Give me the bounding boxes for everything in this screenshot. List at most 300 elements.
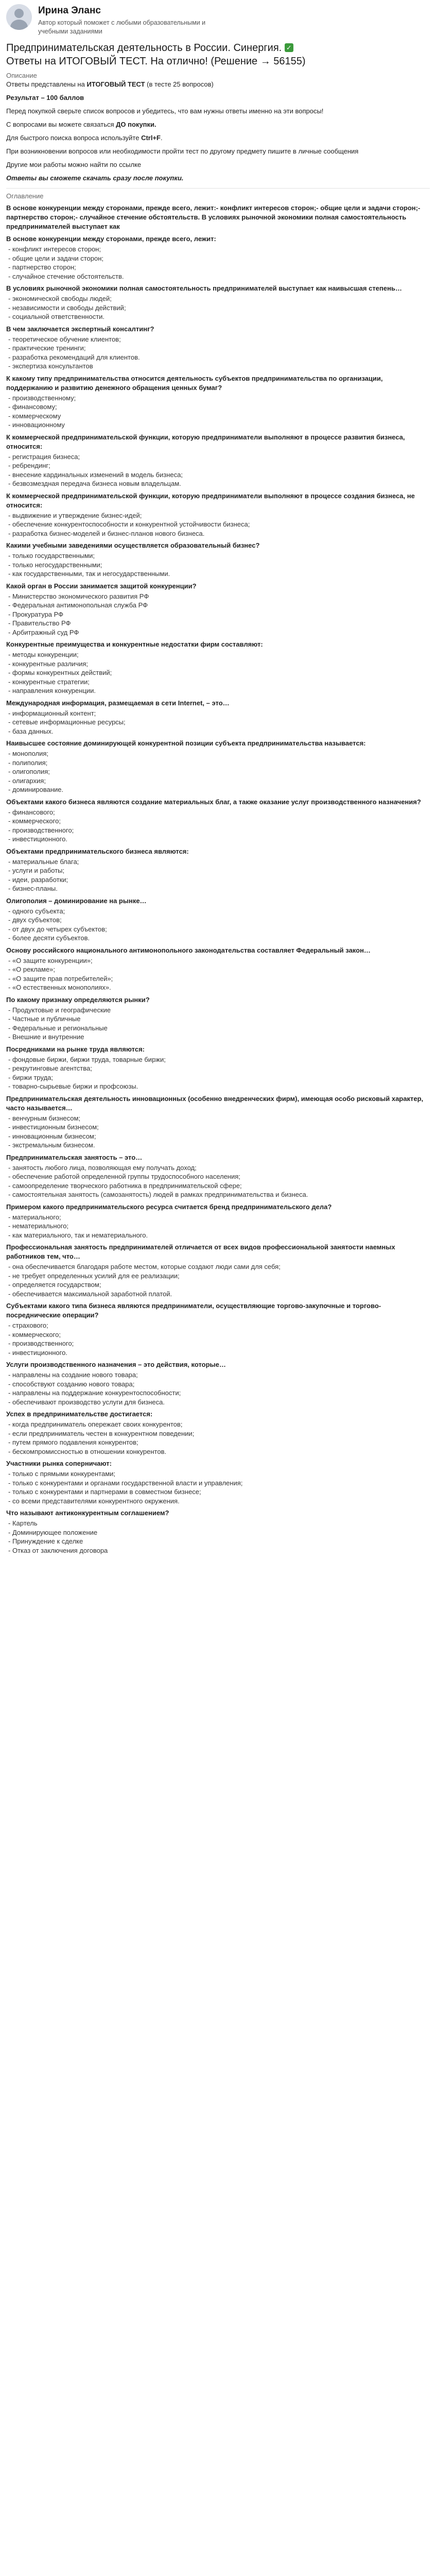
answer-option-text: Министерство экономического развития РФ <box>12 592 149 600</box>
question-block <box>6 582 430 637</box>
bullet-dash: - <box>8 1181 12 1190</box>
answer-option <box>6 303 430 313</box>
answer-option <box>6 835 430 844</box>
answer-option-text: Принуждение к сделке <box>12 1537 83 1545</box>
bullet-dash: - <box>8 835 12 843</box>
bullet-dash: - <box>8 601 12 609</box>
bullet-dash: - <box>8 718 12 726</box>
answer-option <box>6 659 430 669</box>
intro-questions-count <box>6 80 430 89</box>
answer-option-text: инвестиционного. <box>12 835 67 843</box>
question-block <box>6 847 430 893</box>
question-block <box>6 699 430 736</box>
answer-option <box>6 1546 430 1555</box>
answer-option <box>6 529 430 538</box>
answer-option-text: экспертиза консультантов <box>12 362 93 370</box>
answer-option <box>6 619 430 628</box>
bullet-dash: - <box>8 403 12 411</box>
answer-option <box>6 362 430 371</box>
answer-option <box>6 420 430 430</box>
answer-option <box>6 601 430 610</box>
answer-option-text: «О естественных монополиях». <box>12 984 111 991</box>
answer-option <box>6 312 430 321</box>
bullet-dash: - <box>8 1537 12 1545</box>
answer-option <box>6 1024 430 1033</box>
answer-option-text: независимости и свободы действий; <box>12 303 126 312</box>
answer-option <box>6 776 430 786</box>
question-block <box>6 1202 430 1240</box>
answer-option <box>6 245 430 254</box>
question-block <box>6 1410 430 1456</box>
title-text: Предпринимательская деятельность в России. Синергия. <box>6 42 282 54</box>
answer-option <box>6 826 430 835</box>
intro-suffix: (в тесте 25 вопросов) <box>145 80 214 88</box>
bullet-dash: - <box>8 677 12 686</box>
bullet-dash: - <box>8 1528 12 1536</box>
answer-option-text: бизнес-планы. <box>12 885 58 892</box>
answer-option <box>6 520 430 529</box>
answer-option <box>6 727 430 736</box>
answer-option-text: выдвижение и утверждение бизнес-идей; <box>12 511 142 519</box>
bullet-dash: - <box>8 452 12 461</box>
answer-option-text: общие цели и задачи сторон; <box>12 254 104 262</box>
answer-option-text: «О рекламе»; <box>12 965 56 973</box>
answer-option <box>6 1006 430 1015</box>
answer-option-text: не требует определенных усилий для ее реализации; <box>12 1272 180 1280</box>
bullet-dash: - <box>8 1488 12 1496</box>
author-info <box>38 4 208 36</box>
bullet-dash: - <box>8 570 12 578</box>
answer-option <box>6 758 430 768</box>
answer-option <box>6 956 430 965</box>
bullet-dash: - <box>8 1389 12 1397</box>
answer-option-text: партнерство сторон; <box>12 263 76 271</box>
question-block <box>6 1153 430 1199</box>
answer-option <box>6 884 430 893</box>
answer-option-text: как государственными, так и негосударственными. <box>12 570 170 578</box>
answer-option-text: Доминирующее положение <box>12 1528 98 1536</box>
question-text: В основе конкуренции между сторонами, прежде всего, лежит: <box>6 235 216 243</box>
bullet-dash: - <box>8 885 12 892</box>
answer-option <box>6 1348 430 1358</box>
answer-option-text: конкурентные различия; <box>12 659 89 668</box>
answer-option-text: обеспечение конкурентоспособности и конкурентной устойчивости бизнеса; <box>12 520 250 528</box>
answer-option <box>6 875 430 885</box>
question-text: Международная информация, размещаемая в сети Internet, – это… <box>6 699 230 707</box>
answer-option <box>6 709 430 718</box>
question-block <box>6 325 430 371</box>
answer-option <box>6 561 430 570</box>
question-block <box>6 1094 430 1150</box>
answer-option <box>6 1114 430 1123</box>
answer-option-text: если предприниматель честен в конкурентном поведении; <box>12 1429 195 1437</box>
bullet-dash: - <box>8 344 12 352</box>
answer-option-text: Прокуратура РФ <box>12 610 64 618</box>
question-text: Успех в предпринимательстве достигается: <box>6 1410 153 1418</box>
answer-option <box>6 1132 430 1141</box>
question-text: Какими учебными заведениями осуществляется образовательный бизнес? <box>6 541 260 549</box>
bullet-dash: - <box>8 776 12 785</box>
intro-contact <box>6 120 430 129</box>
answer-option-text: она обеспечивается благодаря работе местом, которые создают люди сами для себя; <box>12 1263 281 1270</box>
bullet-dash: - <box>8 669 12 676</box>
answer-option-text: материальные блага; <box>12 857 79 866</box>
answer-option <box>6 1290 430 1299</box>
bullet-dash: - <box>8 750 12 757</box>
question-block <box>6 946 430 992</box>
answer-option-text: одного субъекта; <box>12 907 65 915</box>
bullet-dash: - <box>8 520 12 528</box>
answer-option-text: сетевые информационные ресурсы; <box>12 718 126 726</box>
answer-option-text: разработка бизнес-моделей и бизнес-планов нового бизнеса. <box>12 529 205 537</box>
author-name[interactable]: Ирина Эланс <box>38 5 101 16</box>
answer-option-text: разработка рекомендаций для клиентов. <box>12 353 140 361</box>
question-block <box>6 1045 430 1091</box>
question-text: К какому типу предпринимательства относится деятельность субъектов предпринимательства по организации, поддержанию и развитию денежного обращения ценных бумаг? <box>6 374 383 392</box>
question-text: К коммерческой предпринимательской функции, которую предприниматели выполняют в процессе развития бизнеса, относится: <box>6 433 405 450</box>
answer-option-text: материального; <box>12 1213 61 1221</box>
answer-option-text: коммерческого; <box>12 817 61 825</box>
bullet-dash: - <box>8 1429 12 1437</box>
answer-option <box>6 1429 430 1438</box>
question-block <box>6 234 430 281</box>
answer-option <box>6 934 430 943</box>
answer-option <box>6 1537 430 1546</box>
question-block <box>6 1301 430 1357</box>
bullet-dash: - <box>8 1222 12 1230</box>
bullet-dash: - <box>8 295 12 302</box>
answer-option <box>6 866 430 875</box>
answer-option <box>6 785 430 794</box>
answer-option-text: внесение кардинальных изменений в модель бизнеса; <box>12 470 183 479</box>
answer-option-text: определяется государством; <box>12 1281 101 1289</box>
bullet-dash: - <box>8 1141 12 1149</box>
bullet-dash: - <box>8 1055 12 1063</box>
bullet-dash: - <box>8 1231 12 1239</box>
answer-option-text: «О защите прав потребителей»; <box>12 974 113 982</box>
answer-option-text: инновационным бизнесом; <box>12 1132 96 1140</box>
bullet-dash: - <box>8 974 12 982</box>
question-block <box>6 995 430 1042</box>
bullet-dash: - <box>8 984 12 991</box>
bullet-dash: - <box>8 1114 12 1122</box>
answer-option <box>6 1222 430 1231</box>
bullet-dash: - <box>8 552 12 560</box>
answer-option-text: случайное стечение обстоятельств. <box>12 272 124 280</box>
answer-option-text: коммерческого; <box>12 1330 61 1338</box>
bullet-dash: - <box>8 1033 12 1041</box>
bullet-dash: - <box>8 1163 12 1172</box>
answer-option-text: база данных. <box>12 727 54 735</box>
answer-option <box>6 1380 430 1389</box>
answer-option <box>6 1528 430 1537</box>
question-text: В чем заключается экспертный консалтинг? <box>6 325 154 333</box>
answer-option-text: конфликт интересов сторон; <box>12 245 101 253</box>
bullet-dash: - <box>8 1006 12 1014</box>
bullet-dash: - <box>8 1272 12 1280</box>
answer-option <box>6 1519 430 1528</box>
bullet-dash: - <box>8 768 12 775</box>
answer-option-text: бескомпромиссностью в отношении конкурентов. <box>12 1447 167 1455</box>
answer-option <box>6 1055 430 1064</box>
answer-option <box>6 254 430 263</box>
answer-option <box>6 470 430 480</box>
answer-option-text: производственного; <box>12 1340 74 1347</box>
bullet-dash: - <box>8 1024 12 1032</box>
answer-option <box>6 1064 430 1073</box>
question-block <box>6 541 430 579</box>
answer-option-text: со всеми представителями конкурентного окружения. <box>12 1497 180 1505</box>
intro-help: При возникновении вопросов или необходимости пройти тест по другому предмету пишите в личные сообщения <box>6 147 359 155</box>
page-title <box>6 41 430 68</box>
bullet-dash: - <box>8 1371 12 1379</box>
answer-option <box>6 677 430 687</box>
answer-option <box>6 1181 430 1191</box>
question-text: В основе конкуренции между сторонами, прежде всего, лежит:- конфликт интересов сторон;- общие цели и задачи сторон;- партнерство сторон;- случайное стечение обстоятельств. В условиях рыночной экономики полная самостоятельность предпринимателей выступает как <box>6 204 421 230</box>
bullet-dash: - <box>8 1082 12 1090</box>
author-description: Автор который поможет с любыми образовательными и учебными заданиями <box>38 19 206 35</box>
bullet-dash: - <box>8 1348 12 1357</box>
answer-option-text: идеи, разработки; <box>12 875 68 884</box>
answer-option-text: Внешние и внутренние <box>12 1033 84 1041</box>
answer-option-text: конкурентные стратегии; <box>12 677 90 686</box>
question-block <box>6 739 430 794</box>
bullet-dash: - <box>8 561 12 569</box>
answer-option <box>6 817 430 826</box>
answer-option-text: услуги и работы; <box>12 867 65 874</box>
answer-option <box>6 1447 430 1456</box>
bullet-dash: - <box>8 1321 12 1329</box>
bullet-dash: - <box>8 628 12 636</box>
answer-option-text: ребрендинг; <box>12 462 50 469</box>
answer-option <box>6 1420 430 1429</box>
answer-option-text: путем прямого подавления конкурентов; <box>12 1438 138 1446</box>
bullet-dash: - <box>8 353 12 361</box>
bullet-dash: - <box>8 651 12 658</box>
intro-search-suffix: . <box>160 134 163 142</box>
bullet-dash: - <box>8 956 12 964</box>
answer-option <box>6 1497 430 1506</box>
question-block <box>6 640 430 696</box>
answer-option-text: информационный контент; <box>12 709 96 717</box>
bullet-dash: - <box>8 394 12 402</box>
question-text: Что называют антиконкурентным соглашением? <box>6 1509 169 1517</box>
bullet-dash: - <box>8 758 12 767</box>
bullet-dash: - <box>8 1479 12 1487</box>
bullet-dash: - <box>8 470 12 479</box>
answer-option-text: финансовому; <box>12 403 57 411</box>
answer-option-text: самоопределение творческого работника в предпринимательской сфере; <box>12 1181 242 1190</box>
answer-option <box>6 1141 430 1150</box>
bullet-dash: - <box>8 1398 12 1406</box>
answer-option <box>6 1262 430 1272</box>
bullet-dash: - <box>8 907 12 915</box>
answer-option-text: как материального, так и нематериального. <box>12 1231 148 1239</box>
answer-option-text: методы конкуренции; <box>12 651 79 658</box>
bullet-dash: - <box>8 1073 12 1081</box>
question-text: Субъектами какого типа бизнеса являются предприниматели, осуществляющие торгово-закупочные и торгово-посреднические операции? <box>6 1302 381 1319</box>
question-text: В условиях рыночной экономики полная самостоятельность предпринимателей выступает как наивысшая степень… <box>6 284 402 292</box>
bullet-dash: - <box>8 1546 12 1554</box>
answer-option-text: двух субъектов; <box>12 916 62 924</box>
answer-option-text: производственного; <box>12 826 74 834</box>
question-text: Предпринимательская деятельность инновационных (особенно внедренческих фирм), имеющая особо рисковый характер, часто называется… <box>6 1094 424 1112</box>
answer-option-text: социальной ответственности. <box>12 313 105 320</box>
bullet-dash: - <box>8 1064 12 1072</box>
bullet-dash: - <box>8 934 12 942</box>
author-block <box>6 4 430 36</box>
answer-option-text: экономической свободы людей; <box>12 295 112 302</box>
answer-option-text: только негосударственными; <box>12 561 102 569</box>
bullet-dash: - <box>8 867 12 874</box>
question-text: Примером какого предпринимательского ресурса считается бренд предпринимательского дела? <box>6 1202 332 1211</box>
answer-option <box>6 402 430 412</box>
answer-option <box>6 263 430 272</box>
answer-option <box>6 1339 430 1348</box>
question-block <box>6 896 430 943</box>
answer-option <box>6 916 430 925</box>
question-text: Наивысшее состояние доминирующей конкурентной позиции субъекта предпринимательства называется: <box>6 739 366 747</box>
answer-option-text: биржи труда; <box>12 1073 53 1081</box>
answer-option <box>6 1469 430 1479</box>
answer-option-text: способствуют созданию нового товара; <box>12 1380 135 1388</box>
answer-option <box>6 1272 430 1281</box>
answer-option <box>6 344 430 353</box>
answer-option-text: направления конкуренции. <box>12 687 96 694</box>
bullet-dash: - <box>8 1340 12 1347</box>
bullet-dash: - <box>8 1290 12 1298</box>
bullet-dash: - <box>8 362 12 370</box>
bullet-dash: - <box>8 1447 12 1455</box>
toc-label: Оглавление <box>6 192 44 200</box>
answer-option-text: олигополия; <box>12 768 50 775</box>
answer-option-text: занятость любого лица, позволяющая ему получать доход; <box>12 1163 197 1172</box>
intro-other-works-link[interactable]: Другие мои работы можно найти по ссылке <box>6 161 142 168</box>
answer-option-text: коммерческому <box>12 412 61 420</box>
answer-option <box>6 1014 430 1024</box>
answer-option <box>6 749 430 758</box>
answer-option-text: монополия; <box>12 750 49 757</box>
bullet-dash: - <box>8 480 12 487</box>
divider <box>6 188 430 189</box>
answer-option-text: Правительство РФ <box>12 619 71 627</box>
bullet-dash: - <box>8 335 12 343</box>
answer-option <box>6 592 430 601</box>
answer-option <box>6 272 430 281</box>
answer-option <box>6 857 430 867</box>
answer-option <box>6 412 430 421</box>
answer-option-text: Федеральная антимонопольная служба РФ <box>12 601 148 609</box>
answer-option-text: Отказ от заключения договора <box>12 1546 108 1554</box>
description-label: Описание <box>6 72 37 79</box>
answer-option <box>6 965 430 974</box>
title-text-line2: Ответы на ИТОГОВЫЙ ТЕСТ. На отлично! (Решение → 56155) <box>6 56 306 67</box>
answer-option <box>6 767 430 776</box>
answer-option-text: только с прямыми конкурентами; <box>12 1470 116 1478</box>
answer-option-text: только с конкурентами и органами государственной власти и управления; <box>12 1479 243 1487</box>
answer-option-text: финансового; <box>12 808 55 816</box>
question-block <box>6 433 430 488</box>
answer-option-text: только с конкурентами и партнерами в совместном бизнесе; <box>12 1488 201 1496</box>
answer-option-text: безвозмездная передача бизнеса новым владельцам. <box>12 480 181 487</box>
bullet-dash: - <box>8 786 12 793</box>
answer-option-text: более десяти субъектов. <box>12 934 90 942</box>
check-mark-icon: ✓ <box>285 43 293 52</box>
answer-option <box>6 1082 430 1091</box>
answer-option-text: товарно-сырьевые биржи и профсоюзы. <box>12 1082 138 1090</box>
bullet-dash: - <box>8 1173 12 1180</box>
answer-option <box>6 569 430 579</box>
answer-option-text: направлены на поддержание конкурентоспособности; <box>12 1389 181 1397</box>
answer-option-text: инвестиционного. <box>12 1348 67 1357</box>
answer-option-text: от двух до четырех субъектов; <box>12 925 107 933</box>
bullet-dash: - <box>8 1497 12 1505</box>
bullet-dash: - <box>8 421 12 429</box>
bullet-dash: - <box>8 1470 12 1478</box>
bullet-dash: - <box>8 709 12 717</box>
bullet-dash: - <box>8 1380 12 1388</box>
answer-option <box>6 1321 430 1330</box>
questions-list <box>6 204 430 1555</box>
question-text: Участники рынка соперничают: <box>6 1460 112 1467</box>
answer-option-text: Федеральные и региональные <box>12 1024 108 1032</box>
answer-option <box>6 808 430 817</box>
answer-option <box>6 353 430 362</box>
answer-option <box>6 1123 430 1132</box>
bullet-dash: - <box>8 925 12 933</box>
answer-option-text: теоретическое обучение клиентов; <box>12 335 121 343</box>
bullet-dash: - <box>8 916 12 924</box>
bullet-dash: - <box>8 272 12 280</box>
answer-option-text: полиполия; <box>12 758 48 767</box>
question-text: Объектами какого бизнеса являются создание материальных благ, а также оказание услуг производственного назначения? <box>6 798 421 806</box>
avatar[interactable] <box>6 4 32 30</box>
bullet-dash: - <box>8 875 12 884</box>
answer-option <box>6 394 430 403</box>
answer-option-text: обеспечивается максимальной заработной платой. <box>12 1290 172 1298</box>
answer-option-text: «О защите конкуренции»; <box>12 956 93 964</box>
bullet-dash: - <box>8 727 12 735</box>
question-block <box>6 1360 430 1406</box>
answer-option <box>6 925 430 934</box>
bullet-dash: - <box>8 1213 12 1221</box>
answer-option-text: Арбитражный суд РФ <box>12 628 79 636</box>
answer-option-text: олигархия; <box>12 776 46 785</box>
bullet-dash: - <box>8 1263 12 1270</box>
intro-contact-bold: ДО покупки. <box>116 121 156 128</box>
question-block <box>6 374 430 430</box>
answer-option <box>6 686 430 696</box>
answer-option <box>6 479 430 488</box>
answer-option <box>6 1172 430 1181</box>
question-text: Конкурентные преимущества и конкурентные недостатки фирм составляют: <box>6 640 263 648</box>
bullet-dash: - <box>8 263 12 271</box>
question-block <box>6 204 430 231</box>
bullet-dash: - <box>8 1123 12 1131</box>
bullet-dash: - <box>8 412 12 420</box>
bullet-dash: - <box>8 1519 12 1527</box>
answer-option <box>6 1280 430 1290</box>
answer-option <box>6 461 430 470</box>
answer-option <box>6 1398 430 1407</box>
answer-option <box>6 907 430 916</box>
question-text: К коммерческой предпринимательской функции, которую предприниматели выполняют в процессе создания бизнеса, не относится: <box>6 492 415 509</box>
bullet-dash: - <box>8 857 12 866</box>
bullet-dash: - <box>8 462 12 469</box>
answer-option-text: регистрация бизнеса; <box>12 452 80 461</box>
bullet-dash: - <box>8 511 12 519</box>
bullet-dash: - <box>8 619 12 627</box>
